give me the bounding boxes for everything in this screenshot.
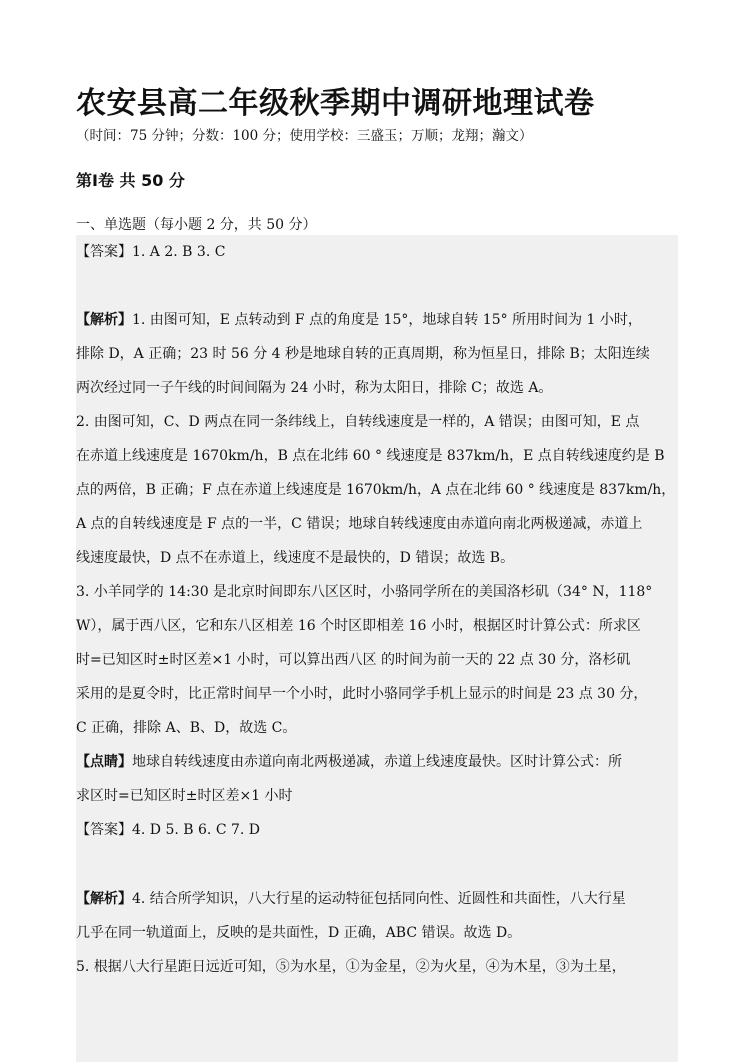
comment-line bbox=[76, 752, 622, 772]
answer-text: 4. D 5. B 6. C 7. D bbox=[132, 822, 261, 838]
analysis-line: A 点的自转线速度是 F 点的一半，C 错误；地球自转线速度由赤道向南北两极递减，赤道上 bbox=[76, 516, 643, 532]
comment-line: 求区时=已知区时±时区差×1 小时 bbox=[76, 788, 293, 804]
answer-analysis-block bbox=[76, 235, 678, 1062]
answer-tag: 【答案】 bbox=[76, 244, 132, 260]
analysis-line: 点的两倍，B 正确；F 点在赤道上线速度是 1670km/h，A 点在北纬 60 ° 线速度是 837km/h， bbox=[76, 482, 676, 498]
analysis-line: C 正确，排除 A、B、D，故选 C。 bbox=[76, 720, 297, 736]
section-heading: 第Ⅰ卷 共 50 分 bbox=[76, 171, 185, 190]
answer-line bbox=[76, 820, 260, 840]
analysis-line: 采用的是夏令时，比正常时间早一个小时，此时小骆同学手机上显示的时间是 23 点 30 分， bbox=[76, 686, 648, 702]
analysis-text: 4. 结合所学知识，八大行星的运动特征包括同向性、近圆性和共面性，八大行星 bbox=[132, 891, 626, 907]
analysis-tag: 【解析】 bbox=[76, 312, 132, 328]
analysis-line bbox=[76, 889, 626, 909]
comment-tag: 【点睛】 bbox=[76, 754, 132, 770]
analysis-line: 线速度最快，D 点不在赤道上，线速度不是最快的，D 错误；故选 B。 bbox=[76, 550, 515, 566]
analysis-line: 3. 小羊同学的 14:30 是北京时间即东八区区时，小骆同学所在的美国洛杉矶（34° N，118° bbox=[76, 584, 653, 600]
question-type-heading: 一、单选题（每小题 2 分，共 50 分） bbox=[76, 217, 317, 233]
analysis-line: 5. 根据八大行星距日远近可知，⑤为水星，①为金星，②为火星，④为木星，③为土星， bbox=[76, 959, 626, 975]
page-title: 农安县高二年级秋季期中调研地理试卷 bbox=[76, 86, 595, 121]
answer-tag: 【答案】 bbox=[76, 822, 132, 838]
answer-text: 1. A 2. B 3. C bbox=[132, 244, 226, 260]
analysis-line: W），属于西八区，它和东八区相差 16 个时区即相差 16 小时，根据区时计算公式：所求区 bbox=[76, 618, 641, 634]
analysis-tag: 【解析】 bbox=[76, 891, 132, 907]
analysis-text: 1. 由图可知，E 点转动到 F 点的角度是 15°，地球自转 15° 所用时间为 1 小时， bbox=[132, 312, 642, 328]
analysis-line: 几乎在同一轨道面上，反映的是共面性，D 正确，ABC 错误。故选 D。 bbox=[76, 925, 522, 941]
analysis-line bbox=[76, 310, 642, 330]
comment-text: 地球自转线速度由赤道向南北两极递减，赤道上线速度最快。区时计算公式：所 bbox=[132, 754, 622, 770]
analysis-line: 时=已知区时±时区差×1 小时，可以算出西八区 的时间为前一天的 22 点 30 分，洛杉矶 bbox=[76, 652, 631, 668]
analysis-line: 在赤道上线速度是 1670km/h，B 点在北纬 60 ° 线速度是 837km/h，E 点自转线速度约是 B bbox=[76, 448, 665, 464]
analysis-line: 两次经过同一子午线的时间间隔为 24 小时，称为太阳日，排除 C；故选 A。 bbox=[76, 380, 553, 396]
analysis-line: 2. 由图可知，C、D 两点在同一条纬线上，自转线速度是一样的，A 错误；由图可知，E 点 bbox=[76, 414, 640, 430]
analysis-line: 排除 D，A 正确；23 时 56 分 4 秒是地球自转的正真周期，称为恒星日，排除 B；太阳连续 bbox=[76, 346, 650, 362]
exam-info: （时间：75 分钟；分数：100 分；使用学校：三盛玉；万顺；龙翔；瀚文） bbox=[76, 128, 533, 144]
answer-line bbox=[76, 242, 225, 262]
